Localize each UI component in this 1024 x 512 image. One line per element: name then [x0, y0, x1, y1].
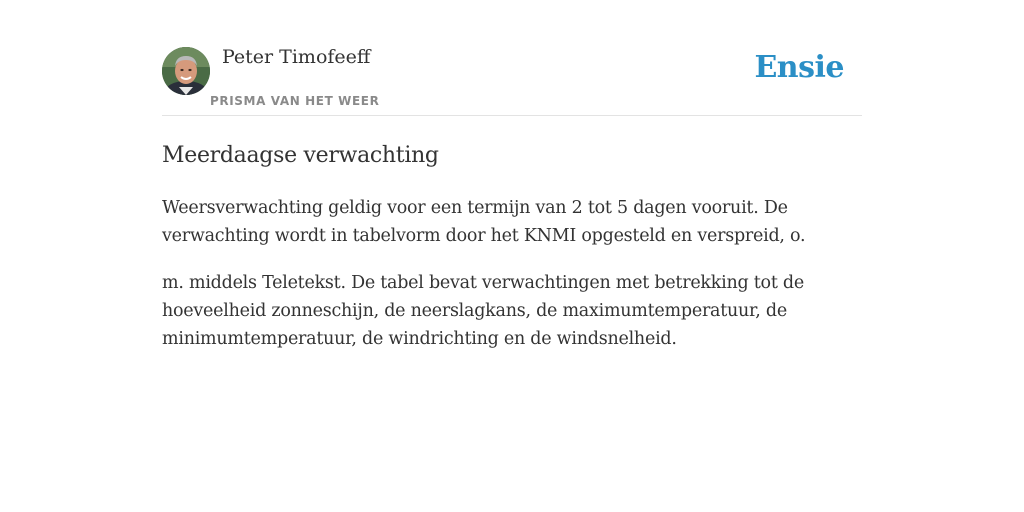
article-card: [162, 44, 862, 353]
article-paragraph: Weersverwachting geldig voor een termijn van 2 tot 5 dagen vooruit. De verwachting wordt in tabelvorm door het KNMI opgesteld en verspreid, o.: [162, 198, 806, 246]
author-photo-icon: [162, 47, 210, 95]
author-avatar[interactable]: [162, 47, 210, 95]
article-header: [162, 44, 862, 116]
brand-logo[interactable]: Ensie: [754, 50, 844, 85]
article-paragraph: m. middels Teletekst. De tabel bevat verwachtingen met betrekking tot de hoeveelheid zonneschijn, de neerslagkans, de maximumtemperatuur, de minimumtemperatuur, de windrichting en de windsnelheid.: [162, 273, 804, 349]
source-label[interactable]: PRISMA VAN HET WEER: [210, 94, 380, 108]
author-name[interactable]: Peter Timofeeff: [222, 46, 371, 68]
article-title: Meerdaagse verwachting: [162, 143, 439, 168]
